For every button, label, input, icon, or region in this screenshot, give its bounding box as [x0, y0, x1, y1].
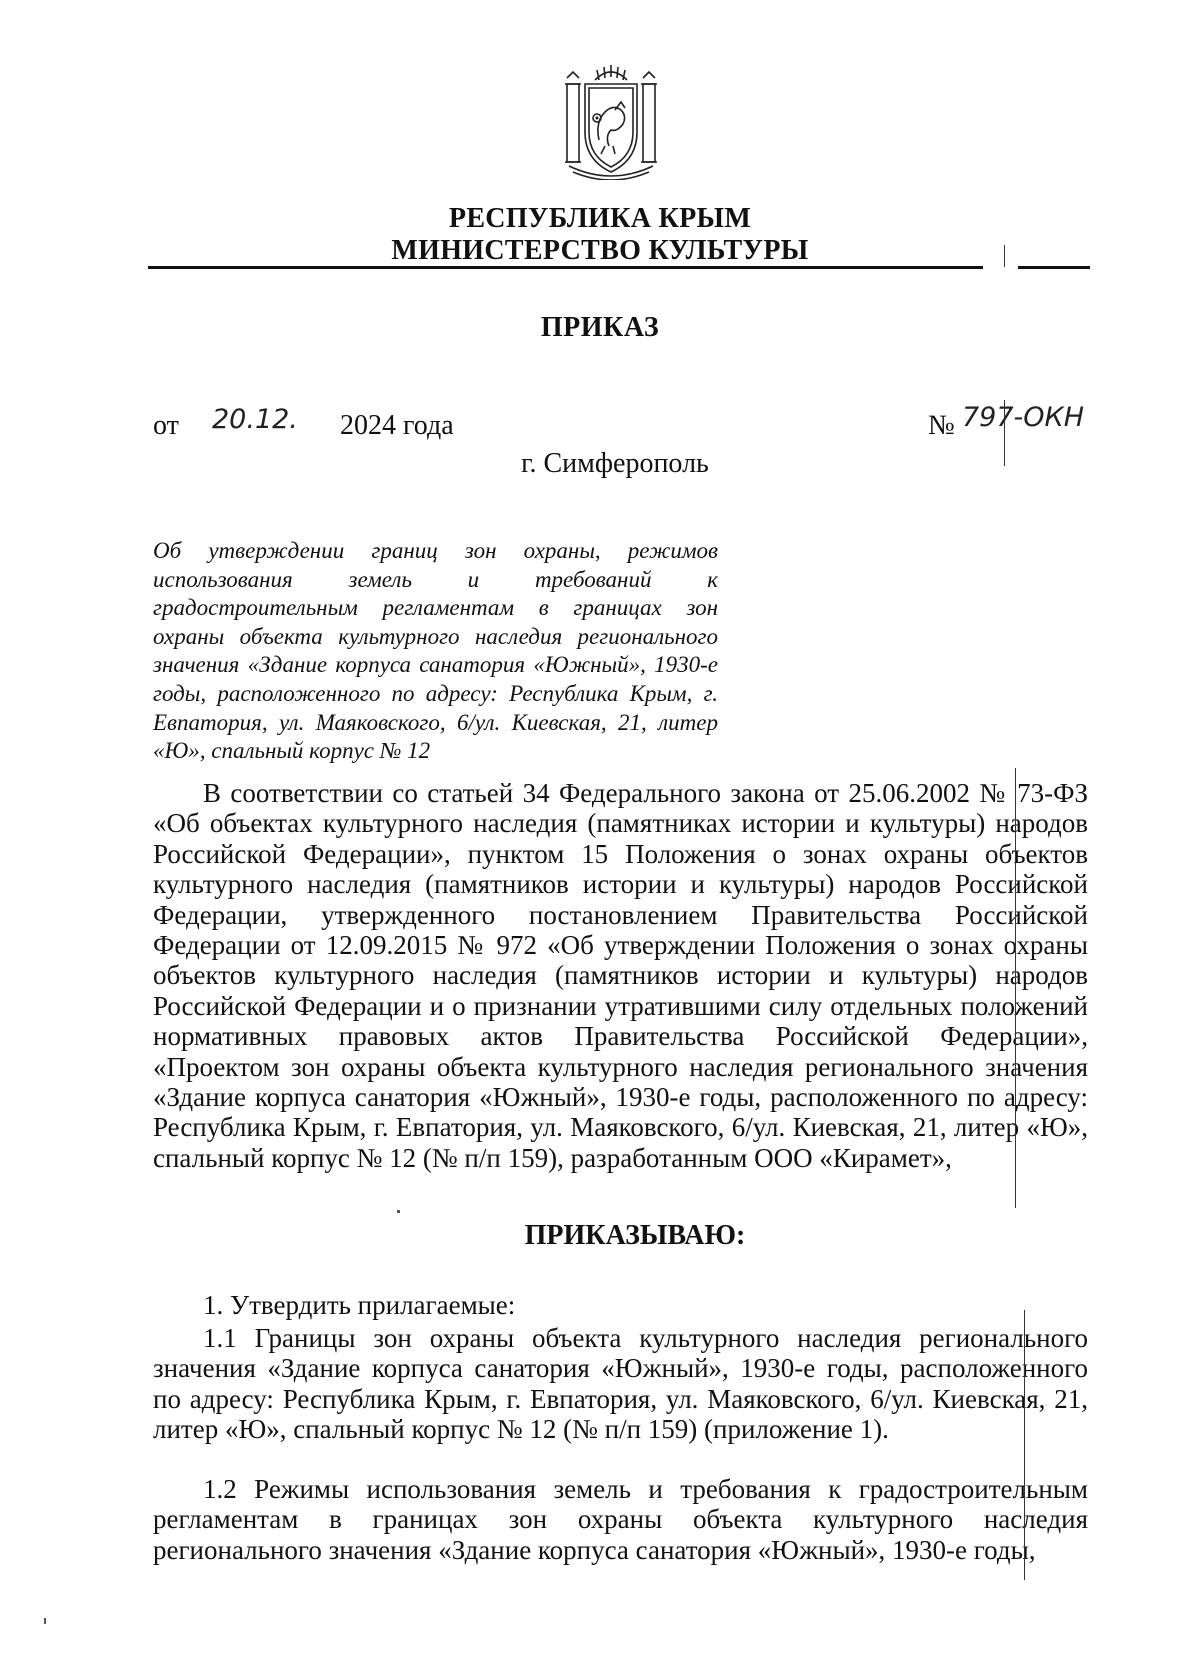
item-1: 1. Утвердить прилагаемые:: [203, 1290, 516, 1320]
scan-mark: [1004, 245, 1005, 267]
scan-mark: [1015, 768, 1016, 1208]
preamble-paragraph: В соответствии со статьей 34 Федерального закона от 25.06.2002 № 73-ФЗ «Об объектах культурного наследия (памятниках истории и культуры) народов Российской Федерации», пунктом 15 Положения о зонах охраны объектов культурного наследия (памятников истории и культуры) народов Российской Федерации, утвержденного постановлением Правительства Российской Федерации от 12.09.2015 № 972 «Об утверждении Положения о зонах охраны объектов культурного наследия (памятников истории и культуры) народов Российской Федерации и о признании утратившими силу отдельных положений нормативных правовых актов Правительства Российской Федерации», «Проектом зон охраны объекта культурного наследия регионального значения «Здание корпуса санатория «Южный», 1930-е годы, расположенного по адресу: Республика Крым, г. Евпатория, ул. Маяковского, 6/ул. Киевская, 21, литер «Ю», спальный корпус № 12 (№ п/п 159), разработанным ООО «Кирамет»,: [153, 778, 1088, 1173]
org-name-ministry: МИНИСТЕРСТВО КУЛЬТУРЫ: [391, 235, 809, 266]
date-handwritten: 20.12.: [212, 404, 298, 435]
scan-speck: [44, 1618, 46, 1624]
header-rule-right: [1018, 266, 1090, 269]
coat-of-arms-icon: [555, 62, 667, 180]
org-name-republic: РЕСПУБЛИКА КРЫМ: [448, 203, 752, 234]
date-year: 2024 года: [340, 410, 454, 441]
item-1-2: 1.2 Режимы использования земель и требования к градостроительным регламентам в границах зон охраны объекта культурного наследия регионального значения «Здание корпуса санатория «Южный», 1930-е годы,: [153, 1474, 1088, 1565]
scan-mark: [1024, 1310, 1025, 1580]
header-rule: [148, 266, 983, 269]
order-number-handwritten: 797-ОКН: [962, 402, 1085, 433]
scan-speck: [397, 1210, 400, 1213]
order-subject: Об утверждении границ зон охраны, режимов использования земель и требований к градостроительным регламентам в границах зон охраны объекта культурного наследия регионального значения «Здание корпуса санатория «Южный», 1930-е годы, расположенного по адресу: Республика Крым, г. Евпатория, ул. Маяковского, 6/ул. Киевская, 21, литер «Ю», спальный корпус № 12: [153, 538, 718, 764]
document-type-title: ПРИКАЗ: [540, 312, 660, 343]
number-prefix: №: [928, 410, 955, 441]
item-1-1: 1.1 Границы зон охраны объекта культурного наследия регионального значения «Здание корпуса санатория «Южный», 1930-е годы, расположенного по адресу: Республика Крым, г. Евпатория, ул. Маяковского, 6/ул. Киевская, 21, литер «Ю», спальный корпус № 12 (№ п/п 159) (приложение 1).: [153, 1323, 1088, 1445]
city-name: г. Симферополь: [521, 448, 709, 479]
order-directive-heading: ПРИКАЗЫВАЮ:: [524, 1220, 746, 1251]
date-prefix: от: [153, 410, 179, 441]
